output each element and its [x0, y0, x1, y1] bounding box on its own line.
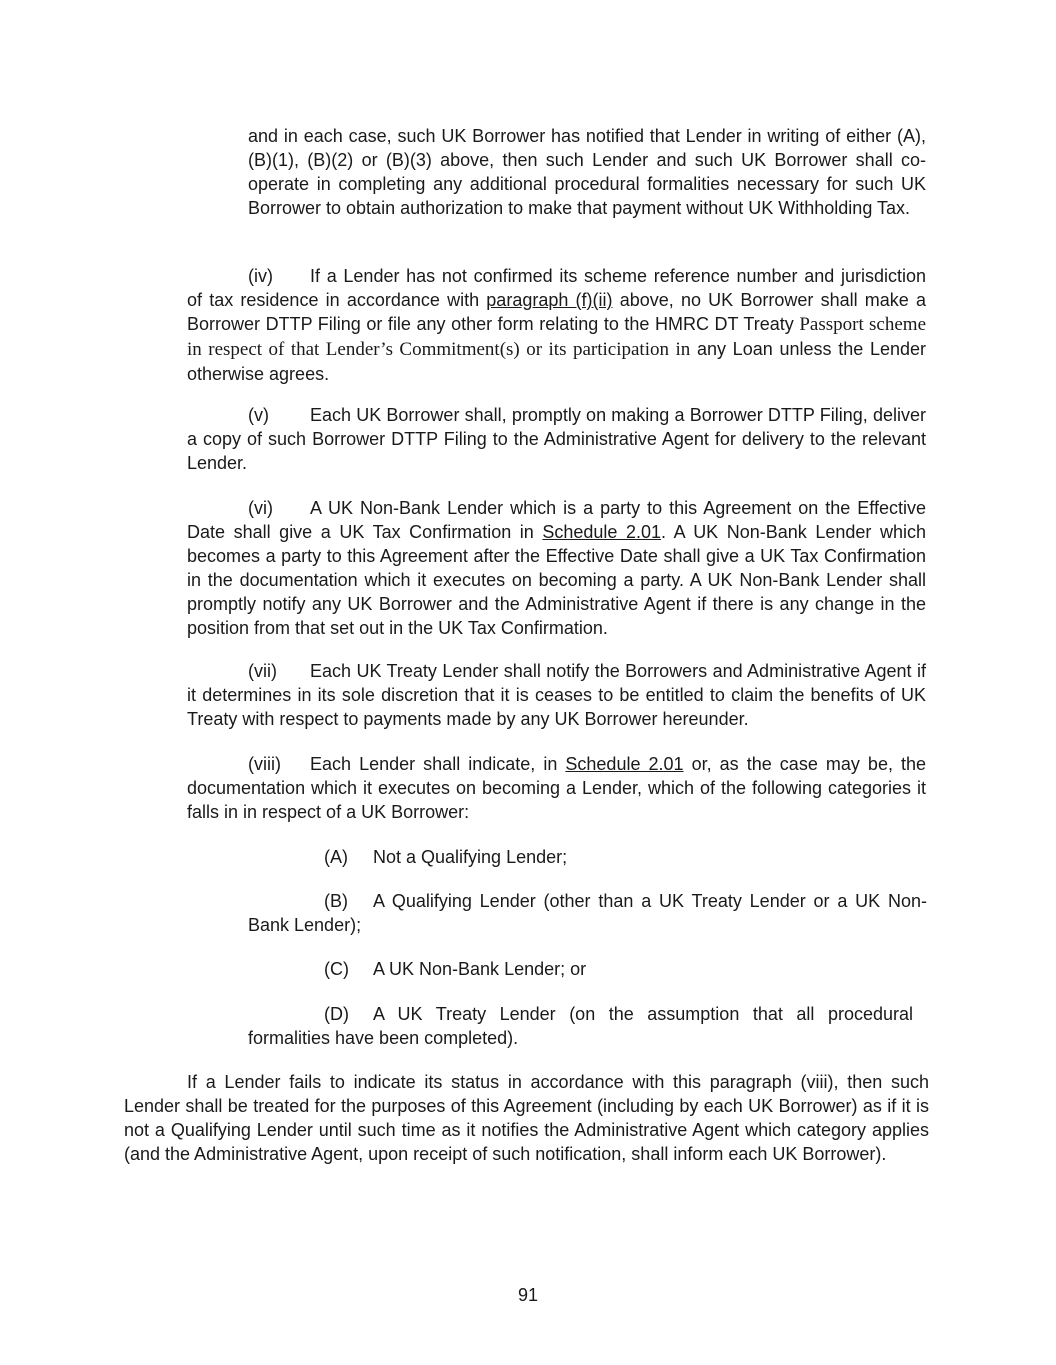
paragraph-viii-text-end: or, as the case may be, the documentation which it executes on becoming a Lender, which of the following categories it falls in in respect of a UK Borrower: — [187, 754, 927, 822]
sub-item-d — [248, 1002, 913, 1050]
sub-item-c — [248, 957, 927, 981]
sub-item-b-label: (B) — [324, 891, 348, 911]
schedule-2-01-reference: Schedule 2.01 — [565, 754, 684, 774]
page-number: 91 — [517, 1285, 539, 1305]
paragraph-vi-text-end: . A UK Non-Bank Lender which becomes a party to this Agreement after the Effective Date shall give a UK Tax Confirmation in the documentation which it executes on becoming a party. A UK Non-Bank Lender shall promptly notify any UK Borrower and the Administrative Agent if there is any change in the position from that set out in the UK Tax Confirmation. — [187, 522, 927, 638]
paragraph-vi-text-start: A UK Non-Bank Lender which is a party to this Agreement on the Effective Date shall give a UK Tax Confirmation in — [187, 498, 926, 542]
paragraph-vii-label: (vii) — [248, 661, 277, 681]
continuation-paragraph: and in each case, such UK Borrower has notified that Lender in writing of either (A), (B)(1), (B)(2) or (B)(3) above, then such Lender and such UK Borrower shall co-operate in completing any additional procedural formalities necessary for such UK Borrower to obtain authorization to make that payment without UK Withholding Tax. — [248, 126, 926, 218]
paragraph-vii — [187, 659, 926, 731]
sub-item-a — [248, 845, 927, 869]
paragraph-vi-label: (vi) — [248, 498, 273, 518]
paragraph-iv-text-middle: above, no UK Borrower shall make a Borrower DTTP Filing or file any other form relating to the HMRC DT Treaty — [187, 290, 926, 334]
paragraph-v-label: (v) — [248, 405, 269, 425]
sub-item-b-text: A Qualifying Lender (other than a UK Treaty Lender or a UK Non-Bank Lender); — [248, 891, 927, 935]
paragraph-iv-text-start: If a Lender has not confirmed its scheme reference number and jurisdiction of tax residence in accordance with — [187, 266, 926, 310]
sub-item-c-text: A UK Non-Bank Lender; or — [373, 959, 587, 979]
sub-item-d-text: A UK Treaty Lender (on the assumption that all procedural formalities have been completed). — [248, 1004, 913, 1048]
paragraph-iv — [187, 264, 926, 386]
paragraph-iv-serif-text: Passport scheme in respect of that Lender’s Commitment(s) or its participation in — [187, 314, 927, 360]
paragraph-f-ii-reference: paragraph (f)(ii) — [486, 290, 613, 310]
sub-item-a-label: (A) — [324, 847, 348, 867]
paragraph-vii-text: Each UK Treaty Lender shall notify the Borrowers and Administrative Agent if it determines in its sole discretion that it is ceases to be entitled to claim the benefits of UK Treaty with respect to payments made by any UK Borrower hereunder. — [187, 661, 926, 729]
paragraph-viii-text-start: Each Lender shall indicate, in — [310, 754, 566, 774]
sub-item-c-label: (C) — [324, 959, 349, 979]
paragraph-iv-text-end: any Loan unless the Lender otherwise agrees. — [187, 339, 926, 384]
paragraph-vi — [187, 496, 926, 640]
paragraph-viii-label: (viii) — [248, 754, 281, 774]
final-paragraph: If a Lender fails to indicate its status in accordance with this paragraph (viii), then such Lender shall be treated for the purposes of this Agreement (including by each UK Borrower) as if it is not a Qualifying Lender until such time as it notifies the Administrative Agent which category applies (and the Administrative Agent, upon receipt of such notification, shall inform each UK Borrower). — [124, 1072, 929, 1164]
schedule-2-01-reference: Schedule 2.01 — [542, 522, 662, 542]
paragraph-v — [187, 403, 926, 475]
sub-item-d-label: (D) — [324, 1004, 349, 1024]
sub-item-a-text: Not a Qualifying Lender; — [373, 847, 568, 867]
paragraph-v-text: Each UK Borrower shall, promptly on making a Borrower DTTP Filing, deliver a copy of such Borrower DTTP Filing to the Administrative Agent for delivery to the relevant Lender. — [187, 405, 926, 473]
paragraph-viii — [187, 752, 926, 824]
sub-item-b — [248, 889, 927, 937]
paragraph-iv-label: (iv) — [248, 266, 273, 286]
